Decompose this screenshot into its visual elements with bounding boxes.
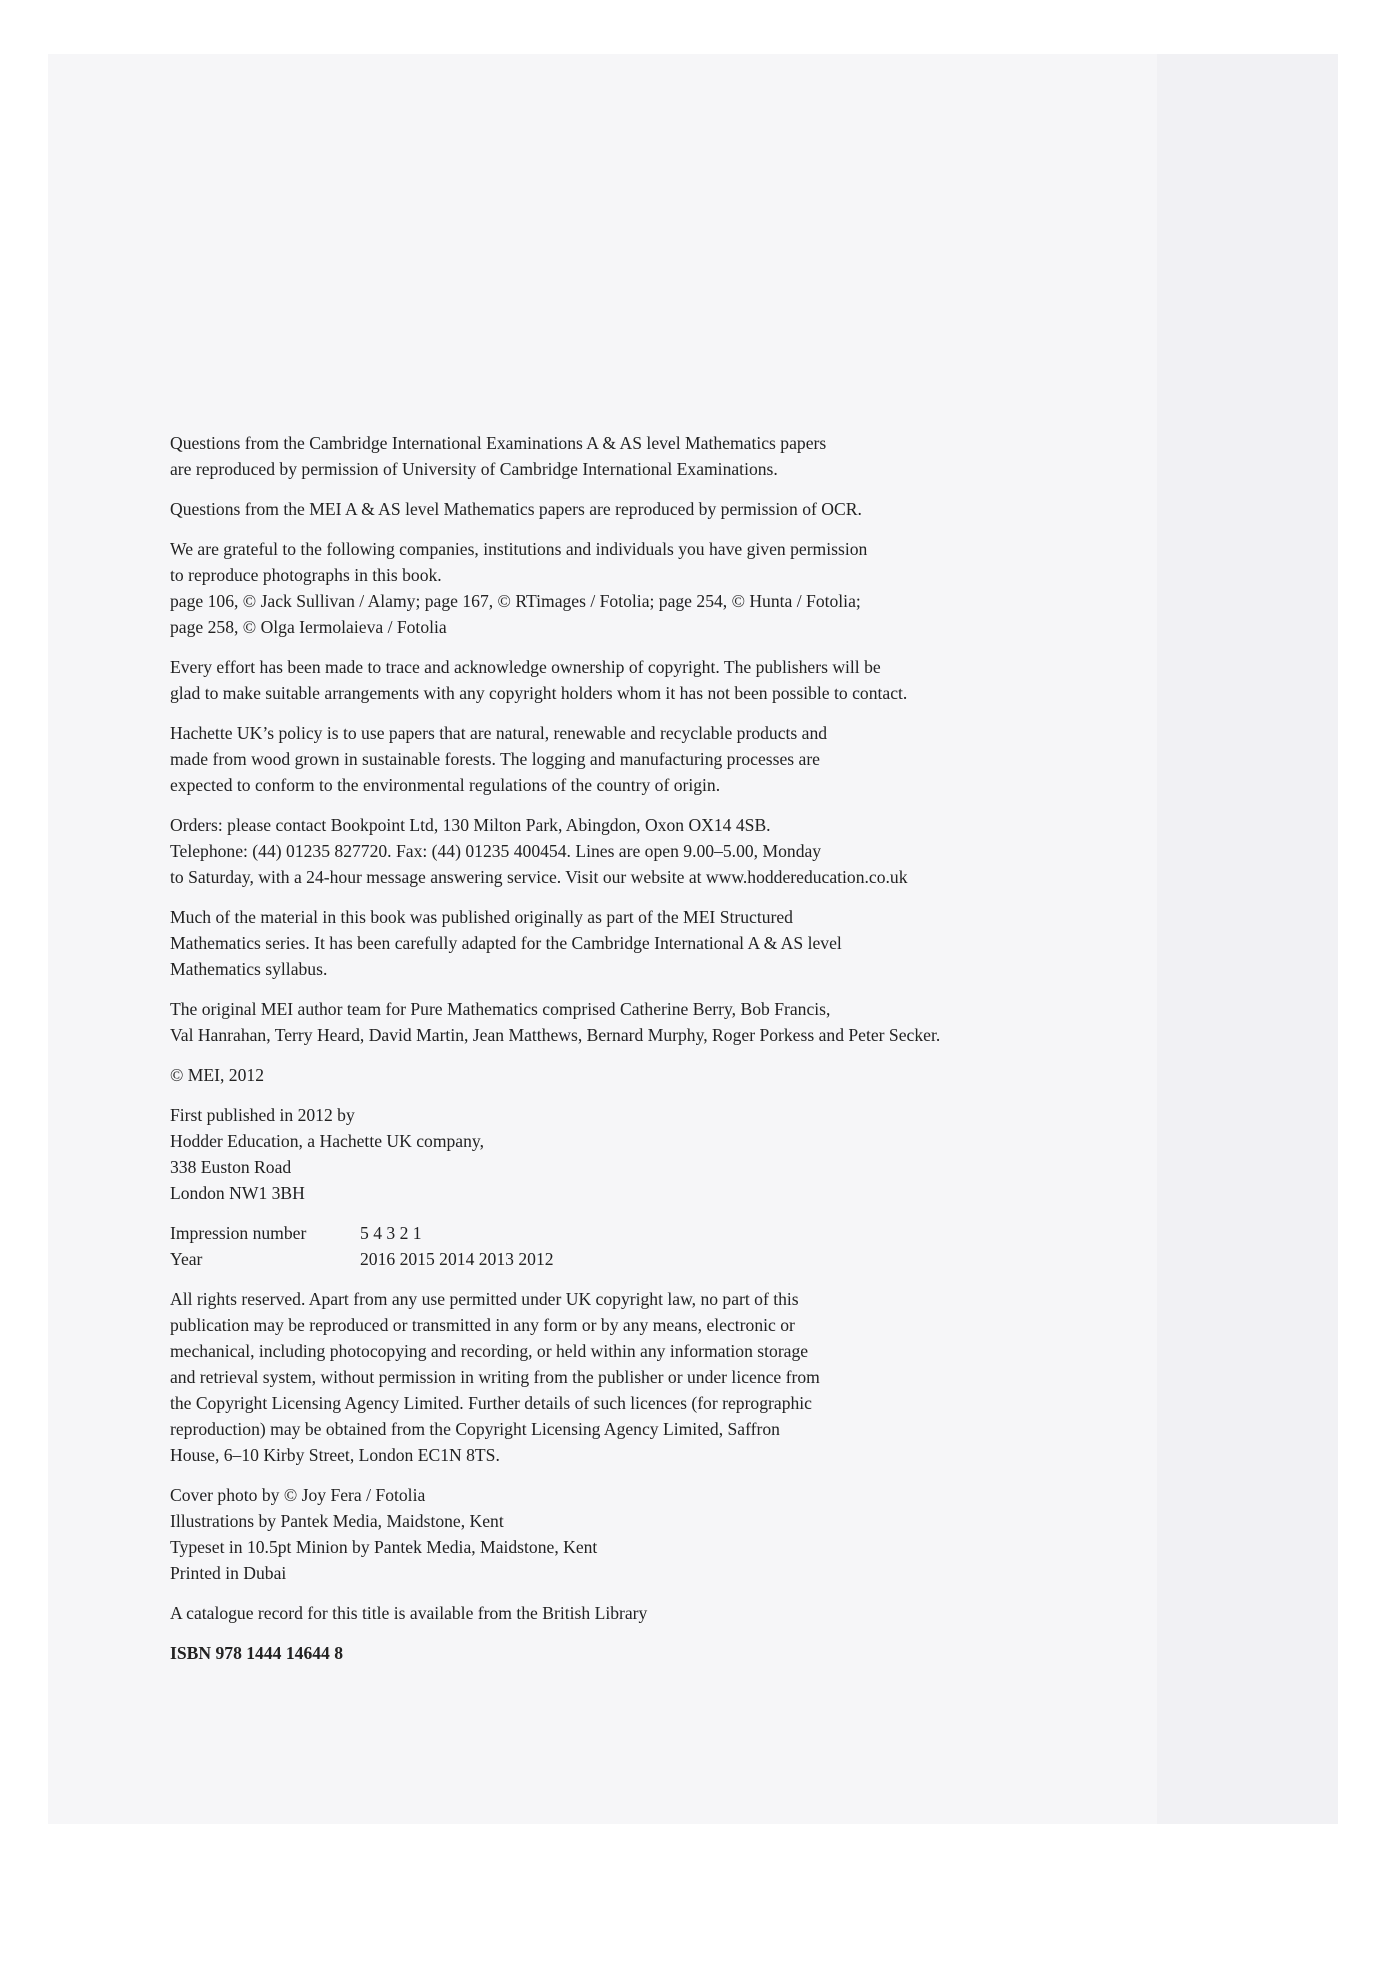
text-line: Cover photo by © Joy Fera / Fotolia — [170, 1485, 426, 1505]
impression-year-value: 2016 2015 2014 2013 2012 — [360, 1249, 554, 1269]
impression-year-label: Year — [170, 1249, 203, 1269]
text-line: Telephone: (44) 01235 827720. Fax: (44) 01235 400454. Lines are open 9.00–5.00, Monday — [170, 841, 822, 861]
text-line: mechanical, including photocopying and recording, or held within any information storage — [170, 1341, 809, 1361]
text-line: Orders: please contact Bookpoint Ltd, 130 Milton Park, Abingdon, Oxon OX14 4SB. — [170, 815, 771, 835]
text-line: Much of the material in this book was published originally as part of the MEI Structured — [170, 907, 793, 927]
text-line: the Copyright Licensing Agency Limited. Further details of such licences (for reprographic — [170, 1393, 812, 1413]
text-line: Mathematics syllabus. — [170, 959, 328, 979]
text-line: Every effort has been made to trace and acknowledge ownership of copyright. The publishers will be — [170, 657, 881, 677]
text-line: glad to make suitable arrangements with any copyright holders whom it has not been possible to contact. — [170, 683, 908, 703]
text-line: We are grateful to the following companies, institutions and individuals you have given permission — [170, 539, 868, 559]
text-line: Questions from the Cambridge International Examinations A & AS level Mathematics papers — [170, 433, 827, 453]
text-line: Mathematics series. It has been carefully adapted for the Cambridge International A & AS level — [170, 933, 842, 953]
text-line: page 106, © Jack Sullivan / Alamy; page 167, © RTimages / Fotolia; page 254, © Hunta / Fotolia; — [170, 591, 861, 611]
page-edge-shadow — [1157, 54, 1338, 1824]
text-line: Hachette UK’s policy is to use papers that are natural, renewable and recyclable products and — [170, 723, 828, 743]
impression-number-value: 5 4 3 2 1 — [360, 1223, 422, 1243]
text-line: and retrieval system, without permission in writing from the publisher or under licence from — [170, 1367, 820, 1387]
paragraph-paper-policy — [170, 720, 1170, 798]
text-line: page 258, © Olga Iermolaieva / Fotolia — [170, 617, 447, 637]
text-line: A catalogue record for this title is available from the British Library — [170, 1603, 648, 1623]
paragraph-photo-credits — [170, 536, 1170, 640]
paragraph-rights-reserved — [170, 1286, 1170, 1468]
text-line: reproduction) may be obtained from the Copyright Licensing Agency Limited, Saffron — [170, 1419, 780, 1439]
impression-year-row — [170, 1246, 1170, 1272]
paragraph-cie-permission — [170, 430, 1170, 482]
paragraph-author-team — [170, 996, 1170, 1048]
text-line: Printed in Dubai — [170, 1563, 287, 1583]
isbn: ISBN 978 1444 14644 8 — [170, 1643, 344, 1663]
text-line: expected to conform to the environmental regulations of the country of origin. — [170, 775, 721, 795]
paragraph-copyright-effort — [170, 654, 1170, 706]
paragraph-catalogue — [170, 1600, 1170, 1626]
imprint-paragraphs-top — [170, 430, 1170, 1206]
text-line: 338 Euston Road — [170, 1157, 292, 1177]
text-line: House, 6–10 Kirby Street, London EC1N 8TS. — [170, 1445, 500, 1465]
impression-table — [170, 1220, 1170, 1272]
paragraph-mei-origin — [170, 904, 1170, 982]
text-line: First published in 2012 by — [170, 1105, 355, 1125]
paragraph-first-published — [170, 1102, 1170, 1206]
text-line: are reproduced by permission of University of Cambridge International Examinations. — [170, 459, 778, 479]
text-line: made from wood grown in sustainable forests. The logging and manufacturing processes are — [170, 749, 820, 769]
text-line: The original MEI author team for Pure Mathematics comprised Catherine Berry, Bob Francis, — [170, 999, 831, 1019]
paragraph-copyright-line — [170, 1062, 1170, 1088]
text-line: to Saturday, with a 24-hour message answering service. Visit our website at www.hoddereducation.co.uk — [170, 867, 908, 887]
text-line: Typeset in 10.5pt Minion by Pantek Media, Maidstone, Kent — [170, 1537, 598, 1557]
paragraph-mei-permission — [170, 496, 1170, 522]
text-line: London NW1 3BH — [170, 1183, 305, 1203]
impression-number-label: Impression number — [170, 1223, 307, 1243]
text-line: publication may be reproduced or transmitted in any form or by any means, electronic or — [170, 1315, 795, 1335]
paragraph-production-credits — [170, 1482, 1170, 1586]
paragraph-orders — [170, 812, 1170, 890]
text-line: Illustrations by Pantek Media, Maidstone, Kent — [170, 1511, 504, 1531]
imprint-paragraphs-bottom — [170, 1286, 1170, 1626]
text-line: Hodder Education, a Hachette UK company, — [170, 1131, 484, 1151]
text-line: to reproduce photographs in this book. — [170, 565, 442, 585]
text-line: © MEI, 2012 — [170, 1065, 264, 1085]
imprint-text — [170, 430, 1170, 1680]
impression-number-row — [170, 1220, 1170, 1246]
text-line: All rights reserved. Apart from any use permitted under UK copyright law, no part of this — [170, 1289, 799, 1309]
text-line: Questions from the MEI A & AS level Mathematics papers are reproduced by permission of OCR. — [170, 499, 862, 519]
text-line: Val Hanrahan, Terry Heard, David Martin, Jean Matthews, Bernard Murphy, Roger Porkess and Peter Secker. — [170, 1025, 941, 1045]
